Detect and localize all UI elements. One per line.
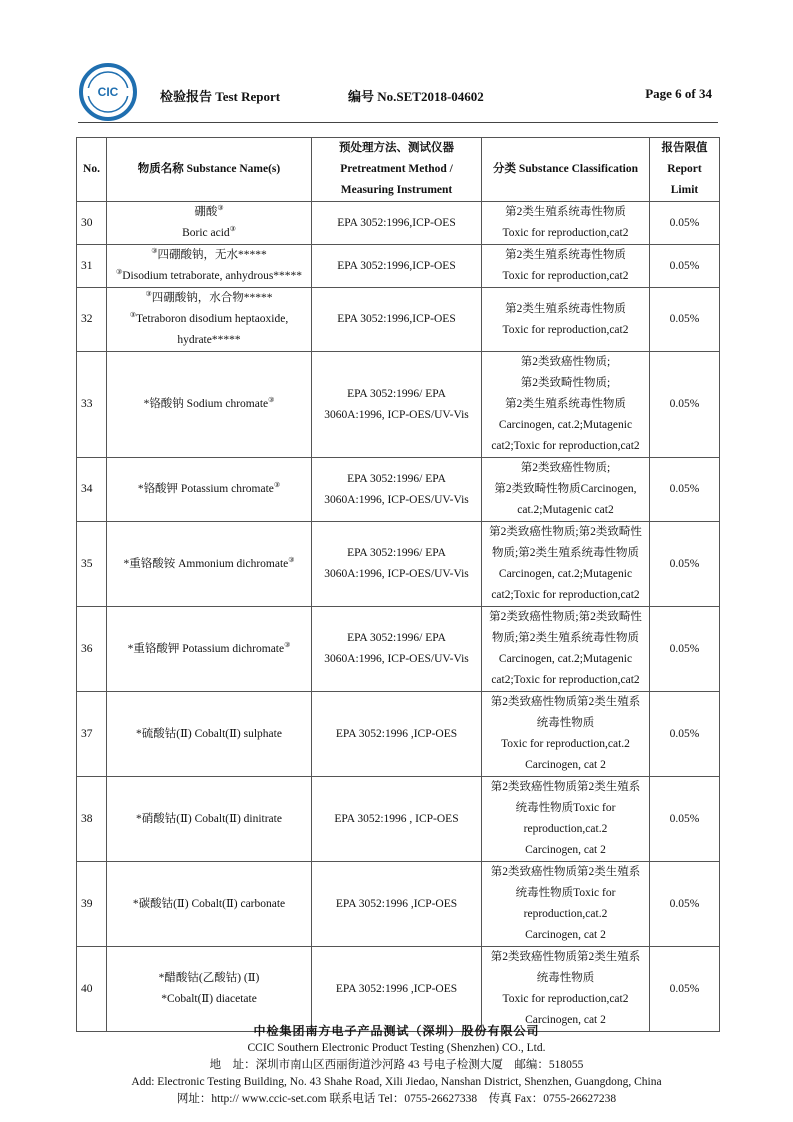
test-method-line: 3060A:1996, ICP-OES/UV-Vis (324, 408, 469, 421)
classification-line: Toxic for reproduction,cat.2 (501, 738, 630, 750)
classification-line: Carcinogen, cat 2 (525, 844, 606, 856)
row-number: 30 (77, 202, 107, 245)
test-method-line: 3060A:1996, ICP-OES/UV-Vis (324, 568, 469, 580)
classification-line: 第2类致癌性物质;第2类致畸性 (489, 526, 642, 538)
ccic-logo (78, 62, 138, 122)
row-number: 34 (77, 458, 107, 522)
header-method-en1: Pretreatment Method / (340, 163, 453, 175)
row-number: 33 (77, 352, 107, 458)
header-classification: 分类 Substance Classification (482, 138, 650, 202)
substance-name-line: *重铬酸钾 Potassium dichromate③ (127, 640, 291, 655)
classification-line: 统毒性物质Toxic for (515, 802, 616, 814)
classification-line: 第2类生殖系统毒性物质 (505, 302, 626, 315)
classification-line: 第2类生殖系统毒性物质 (505, 206, 626, 218)
test-method (312, 777, 482, 862)
substance-name-line: *硝酸钴(Ⅱ) Cobalt(Ⅱ) dinitrate (136, 812, 282, 825)
substance-name-line: ③四硼酸钠，无水***** (151, 247, 267, 261)
report-limit: 0.05% (650, 777, 720, 862)
substance-name (107, 777, 312, 862)
substance-table (76, 137, 720, 1032)
substance-name (107, 862, 312, 947)
table-row (77, 862, 720, 947)
test-method-line: EPA 3052:1996/ EPA (347, 472, 446, 485)
test-method-line: EPA 3052:1996,ICP-OES (337, 259, 456, 272)
substance-name-line: ③Disodium tetraborate, anhydrous***** (115, 268, 303, 282)
table-body (77, 202, 720, 1032)
table-row (77, 522, 720, 607)
header-method-en2: Measuring Instrument (340, 184, 453, 196)
test-method-line: EPA 3052:1996/ EPA (347, 547, 446, 559)
table-row (77, 245, 720, 288)
substance-classification (482, 947, 650, 1032)
classification-line: Toxic for reproduction,cat2 (502, 323, 629, 336)
classification-line: reproduction,cat.2 (523, 823, 608, 835)
substance-classification (482, 777, 650, 862)
report-limit: 0.05% (650, 692, 720, 777)
substance-name-line: *硫酸钴(Ⅱ) Cobalt(Ⅱ) sulphate (136, 727, 282, 740)
test-method-line: EPA 3052:1996 ,ICP-OES (335, 727, 458, 740)
header-limit (650, 138, 720, 202)
header-no: No. (77, 138, 107, 202)
substance-name-line: *铬酸钾 Potassium chromate③ (137, 481, 281, 495)
classification-line: cat2;Toxic for reproduction,cat2 (491, 589, 640, 601)
report-limit: 0.05% (650, 522, 720, 607)
classification-line: 统毒性物质 (536, 717, 595, 729)
table-row (77, 458, 720, 522)
classification-line: 第2类致畸性物质; (520, 377, 611, 389)
test-method-line: EPA 3052:1996/ EPA (347, 632, 446, 644)
classification-line: 统毒性物质 (536, 972, 595, 984)
test-method (312, 458, 482, 522)
test-method-line: EPA 3052:1996 , ICP-OES (334, 812, 459, 825)
header-limit-en1: Report (667, 163, 702, 175)
substance-classification (482, 245, 650, 288)
classification-line: Toxic for reproduction,cat2 (502, 270, 629, 282)
table-row (77, 777, 720, 862)
substance-classification (482, 202, 650, 245)
report-limit: 0.05% (650, 352, 720, 458)
substance-name-line: hydrate***** (177, 334, 241, 346)
header-divider (78, 122, 718, 123)
test-method (312, 288, 482, 352)
row-number: 36 (77, 607, 107, 692)
report-limit: 0.05% (650, 607, 720, 692)
classification-line: 第2类致癌性物质第2类生殖系 (490, 951, 641, 963)
table-row (77, 288, 720, 352)
report-limit: 0.05% (650, 947, 720, 1032)
header-method-cn: 预处理方法、测试仪器 (339, 142, 454, 154)
substance-classification (482, 862, 650, 947)
header-limit-en2: Limit (670, 184, 699, 196)
classification-line: 第2类致癌性物质第2类生殖系 (490, 781, 641, 793)
classification-line: Carcinogen, cat 2 (525, 759, 606, 771)
substance-classification (482, 522, 650, 607)
table-header-row (77, 138, 720, 202)
table-row (77, 947, 720, 1032)
substance-name (107, 458, 312, 522)
substance-classification (482, 458, 650, 522)
substance-name-line: *碳酸钴(Ⅱ) Cobalt(Ⅱ) carbonate (132, 897, 286, 910)
test-method (312, 202, 482, 245)
table-row (77, 352, 720, 458)
substance-name-line: *Cobalt(Ⅱ) diacetate (161, 993, 257, 1005)
svg-text:CIC: CIC (97, 85, 119, 99)
report-limit: 0.05% (650, 202, 720, 245)
substance-name-line: Boric acid③ (182, 225, 236, 239)
classification-line: reproduction,cat.2 (523, 908, 608, 920)
header-limit-cn: 报告限值 (661, 142, 708, 154)
classification-line: Carcinogen, cat.2;Mutagenic (498, 419, 633, 431)
substance-name (107, 692, 312, 777)
classification-line: 统毒性物质Toxic for (515, 887, 616, 899)
table-row (77, 692, 720, 777)
classification-line: 第2类生殖系统毒性物质 (505, 249, 626, 261)
row-number: 31 (77, 245, 107, 288)
substance-name-line: *醋酸钴(乙酸钴) (Ⅱ) (158, 972, 260, 984)
classification-line: 物质;第2类生殖系统毒性物质 (492, 632, 639, 644)
substance-name-line: *铬酸钠 Sodium chromate③ (143, 396, 275, 410)
classification-line: Carcinogen, cat 2 (525, 929, 606, 941)
test-method-line: 3060A:1996, ICP-OES/UV-Vis (324, 493, 469, 506)
test-method-line: EPA 3052:1996,ICP-OES (337, 216, 456, 229)
test-method (312, 692, 482, 777)
classification-line: cat2;Toxic for reproduction,cat2 (491, 674, 640, 686)
page-number: Page 6 of 34 (645, 86, 712, 101)
report-footer (0, 1023, 793, 1108)
test-method (312, 522, 482, 607)
substance-name (107, 607, 312, 692)
classification-line: 第2类致畸性物质Carcinogen, (494, 483, 637, 495)
classification-line: cat.2;Mutagenic cat2 (517, 504, 614, 516)
classification-line: Toxic for reproduction,cat2 (502, 227, 629, 239)
classification-line: Carcinogen, cat.2;Mutagenic (498, 653, 633, 665)
footer-company-cn: 中检集团南方电子产品测试（深圳）股份有限公司 (253, 1024, 540, 1038)
test-method-line: EPA 3052:1996/ EPA (347, 387, 446, 400)
test-method (312, 607, 482, 692)
substance-name (107, 202, 312, 245)
substance-name-line: 硼酸③ (194, 204, 224, 218)
classification-line: Carcinogen, cat.2;Mutagenic (498, 568, 633, 580)
classification-line: 第2类致癌性物质第2类生殖系 (490, 696, 641, 708)
row-number: 39 (77, 862, 107, 947)
substance-classification (482, 607, 650, 692)
row-number: 40 (77, 947, 107, 1032)
substance-name-line: ③Tetraboron disodium heptaoxide, (129, 311, 289, 325)
test-method (312, 947, 482, 1032)
footer-company-en: CCIC Southern Electronic Product Testing (Shenzhen) CO., Ltd. (247, 1042, 546, 1054)
test-method (312, 862, 482, 947)
table-row (77, 607, 720, 692)
row-number: 35 (77, 522, 107, 607)
test-method (312, 352, 482, 458)
report-limit: 0.05% (650, 862, 720, 947)
classification-line: Toxic for reproduction,cat2 (502, 993, 629, 1005)
test-method (312, 245, 482, 288)
header-method (312, 138, 482, 202)
classification-line: 第2类致癌性物质; (520, 462, 611, 474)
report-limit: 0.05% (650, 288, 720, 352)
substance-name-line: *重铬酸铵 Ammonium dichromate③ (123, 555, 295, 570)
classification-line: 第2类生殖系统毒性物质 (505, 398, 626, 410)
header-substance-name: 物质名称 Substance Name(s) (107, 138, 312, 202)
footer-address-cn: 地 址：深圳市南山区西丽街道沙河路 43 号电子检测大厦 邮编：518055 (209, 1059, 584, 1071)
classification-line: 物质;第2类生殖系统毒性物质 (492, 547, 639, 559)
classification-line: 第2类致癌性物质第2类生殖系 (490, 866, 641, 878)
substance-name (107, 352, 312, 458)
substance-name (107, 947, 312, 1032)
substance-name (107, 522, 312, 607)
row-number: 38 (77, 777, 107, 862)
substance-classification (482, 692, 650, 777)
report-number: 编号 No.SET2018-04602 (348, 89, 484, 104)
substance-classification (482, 352, 650, 458)
substance-name (107, 245, 312, 288)
test-method-line: EPA 3052:1996,ICP-OES (337, 313, 456, 325)
report-title: 检验报告 Test Report (160, 89, 281, 104)
classification-line: cat2;Toxic for reproduction,cat2 (491, 440, 640, 452)
substance-classification (482, 288, 650, 352)
report-limit: 0.05% (650, 245, 720, 288)
report-header (78, 62, 718, 126)
row-number: 37 (77, 692, 107, 777)
substance-name (107, 288, 312, 352)
report-limit: 0.05% (650, 458, 720, 522)
footer-contact: 网址：http:// www.ccic-set.com 联系电话 Tel：0755-26627338 传真 Fax：0755-26627238 (176, 1093, 617, 1105)
classification-line: 第2类致癌性物质;第2类致畸性 (489, 611, 642, 623)
test-method-line: 3060A:1996, ICP-OES/UV-Vis (324, 653, 469, 665)
row-number: 32 (77, 288, 107, 352)
footer-address-en: Add: Electronic Testing Building, No. 43 Shahe Road, Xili Jiedao, Nanshan District, Shenzhen, Guangdong, China (131, 1076, 662, 1088)
substance-name-line: ③四硼酸钠，水合物***** (145, 290, 273, 304)
table-row (77, 202, 720, 245)
classification-line: Carcinogen, cat 2 (525, 1014, 606, 1026)
test-method-line: EPA 3052:1996 ,ICP-OES (335, 982, 458, 995)
classification-line: 第2类致癌性物质; (520, 356, 611, 368)
test-method-line: EPA 3052:1996 ,ICP-OES (335, 897, 458, 910)
